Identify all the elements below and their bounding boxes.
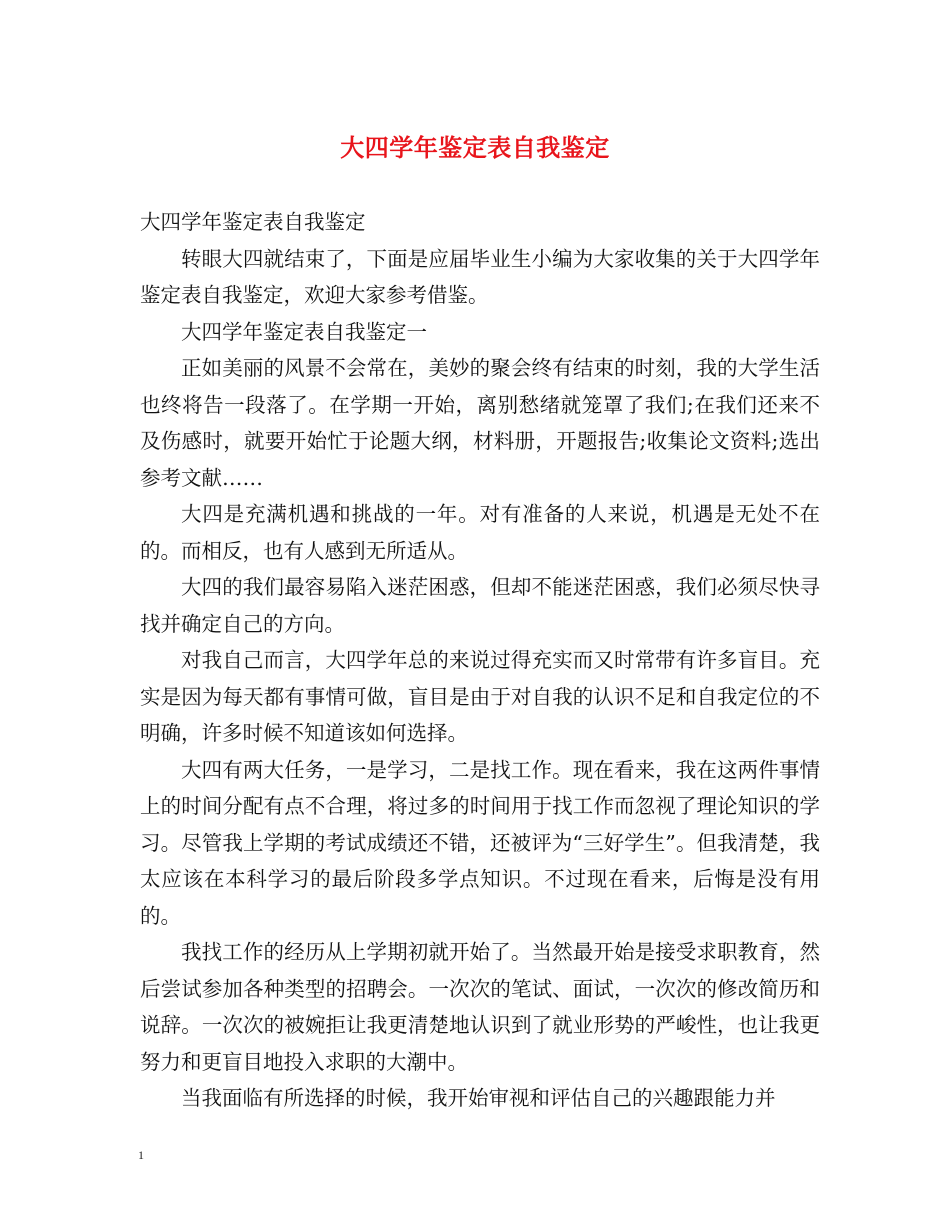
- paragraph: 我找工作的经历从上学期初就开始了。当然最开始是接受求职教育，然后尝试参加各种类型的招聘会。一次次的笔试、面试，一次次的修改简历和说辞。一次次的被婉拒让我更清楚地认识到了就业形势的严峻性，也让我更努力和更盲目地投入求职的大潮中。: [140, 940, 820, 1074]
- paragraph-heading: 大四学年鉴定表自我鉴定: [140, 210, 366, 234]
- paragraph: 大四是充满机遇和挑战的一年。对有准备的人来说，机遇是无处不在的。而相反，也有人感到无所适从。: [140, 502, 820, 563]
- paragraph-subheading: 大四学年鉴定表自我鉴定一: [181, 319, 427, 344]
- paragraph: 当我面临有所选择的时候，我开始审视和评估自己的兴趣跟能力并: [181, 1086, 776, 1110]
- document-body: [140, 204, 820, 1117]
- paragraph: 大四的我们最容易陷入迷茫困惑，但却不能迷茫困惑，我们必须尽快寻找并确定自己的方向。: [140, 575, 820, 636]
- document-title: 大四学年鉴定表自我鉴定: [340, 133, 610, 162]
- paragraph-intro: 转眼大四就结束了，下面是应届毕业生小编为大家收集的关于大四学年鉴定表自我鉴定，欢迎大家参考借鉴。: [140, 246, 820, 307]
- paragraph: 正如美丽的风景不会常在，美妙的聚会终有结束的时刻，我的大学生活也终将告一段落了。在学期一开始，离别愁绪就笼罩了我们;在我们还来不及伤感时，就要开始忙于论题大纲，材料册，开题报告;收集论文资料;选出参考文献……: [140, 356, 820, 490]
- paragraph: 对我自己而言，大四学年总的来说过得充实而又时常带有许多盲目。充实是因为每天都有事情可做，盲目是由于对自我的认识不足和自我定位的不明确，许多时候不知道该如何选择。: [140, 648, 820, 745]
- paragraph: 大四有两大任务，一是学习，二是找工作。现在看来，我在这两件事情上的时间分配有点不合理，将过多的时间用于找工作而忽视了理论知识的学习。尽管我上学期的考试成绩还不错，还被评为“三好学生”。但我清楚，我太应该在本科学习的最后阶段多学点知识。不过现在看来，后悔是没有用的。: [140, 757, 820, 928]
- page-number: 1: [138, 1148, 144, 1162]
